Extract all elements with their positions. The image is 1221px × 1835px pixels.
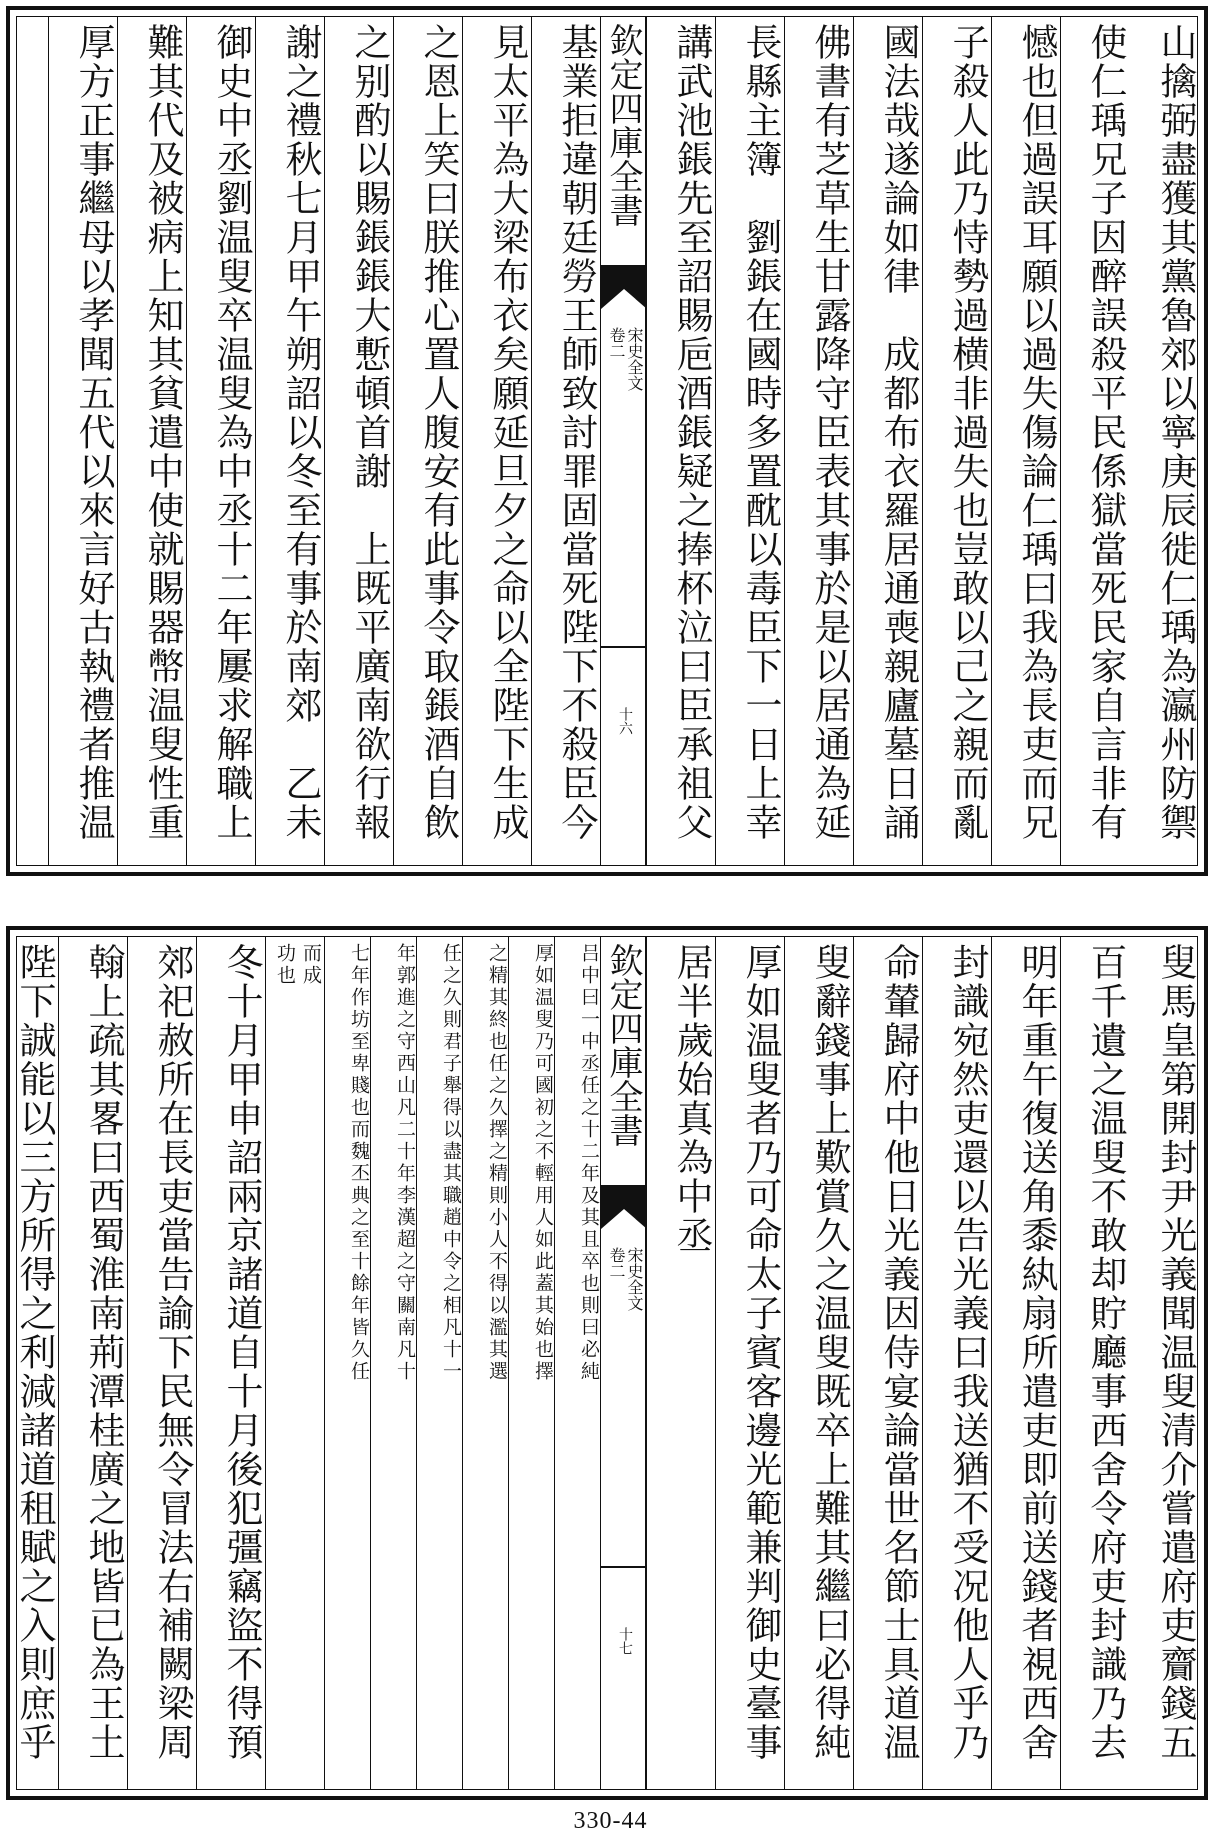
text-column [462, 17, 531, 865]
column-text: 之恩上笑曰朕推心置人腹安有此事令取鋹酒自飲 [417, 23, 460, 842]
book-title: 宋史全文 [625, 1247, 644, 1311]
page-number: 十六 [617, 707, 633, 735]
commentary-column [370, 937, 416, 1789]
text-column [196, 937, 265, 1789]
volume-label: 卷二 [607, 327, 626, 359]
text-column [646, 937, 715, 1789]
text-column [922, 937, 991, 1789]
column-text: 叟辭錢事上歎賞久之温叟既卒上難其繼曰必得純 [808, 943, 851, 1762]
text-column [324, 17, 393, 865]
text-column [715, 17, 784, 865]
column-text: 講武池鋹先至詔賜巵酒鋹疑之捧杯泣曰臣承祖父 [670, 23, 713, 842]
column-text: 之别酌以賜鋹鋹大慙頓首謝 上既平廣南欲行報 [348, 23, 391, 842]
text-column [255, 17, 324, 865]
text-column [58, 937, 127, 1789]
commentary-text: 而成 [300, 943, 322, 987]
bottom-page-frame [13, 936, 1198, 1790]
commentary-text: 任之久則君子舉得以盡其職趙中令之相凡十一 [440, 943, 462, 1383]
column-text: 御史中丞劉温叟卒温叟為中丞十二年屢求解職上 [210, 23, 253, 842]
lower-fishtail-icon [601, 1565, 647, 1581]
column-text: 長縣主簿 劉鋹在國時多置酖以毒臣下一日上幸 [739, 23, 782, 842]
column-text: 居半歲始真為中丞 [670, 943, 713, 1255]
column-text: 佛書有芝草生甘露降守臣表其事於是以居通為延 [808, 23, 851, 842]
text-column [922, 17, 991, 865]
lower-fishtail-icon [601, 645, 647, 661]
column-text: 厚方正事繼母以孝聞五代以來言好古執禮者推温 [72, 23, 115, 842]
text-column [991, 17, 1060, 865]
text-column [531, 17, 600, 865]
column-text: 冬十月甲申詔兩京諸道自十月後犯彊竊盜不得預 [220, 943, 263, 1762]
series-title: 欽定四庫全書 [603, 23, 643, 227]
page-number: 十七 [617, 1627, 633, 1655]
commentary-column [416, 937, 462, 1789]
center-fold-column [600, 937, 646, 1789]
text-column [853, 17, 922, 865]
column-text: 憾也但過誤耳願以過失傷論仁瑀曰我為長吏而兄 [1015, 23, 1058, 842]
center-fold-column [600, 17, 646, 865]
text-column [1129, 17, 1199, 865]
commentary-column [508, 937, 554, 1789]
column-text: 百千遺之温叟不敢却貯廳事西舍令府吏封識乃去 [1084, 943, 1127, 1762]
column-text: 命輦歸府中他日光義因侍宴論當世名節士具道温 [877, 943, 920, 1762]
text-column [1060, 17, 1129, 865]
column-text: 子殺人此乃恃勢過横非過失也豈敢以己之親而亂 [946, 23, 989, 842]
column-text: 基業拒違朝廷勞王師致討罪固當死陛下不殺臣今 [555, 23, 598, 842]
column-text: 使仁瑀兄子因醉誤殺平民係獄當死民家自言非有 [1084, 23, 1127, 842]
commentary-column-short [265, 937, 324, 1789]
text-column [784, 937, 853, 1789]
commentary-column [554, 937, 600, 1789]
commentary-text: 功也 [274, 943, 296, 987]
text-column [646, 17, 715, 865]
text-column [186, 17, 255, 865]
series-title: 欽定四庫全書 [603, 943, 643, 1147]
commentary-text: 年郭進之守西山凡二十年李漢超之守關南凡十 [394, 943, 416, 1383]
commentary-text: 厚如温叟乃可國初之不輕用人如此蓋其始也擇 [532, 943, 554, 1383]
commentary-text: 七年作坊至卑賤也而魏丕典之至十餘年皆久任 [348, 943, 370, 1383]
text-column [48, 17, 117, 865]
text-column [1129, 937, 1199, 1789]
fishtail-mark-icon [601, 1185, 647, 1229]
commentary-text: 吕中曰一中丞任之十二年及其且卒也則曰必純 [578, 943, 600, 1383]
column-text: 翰上疏其畧曰西蜀淮南荊潭桂廣之地皆已為王土 [82, 943, 125, 1762]
column-text: 見太平為大梁布衣矣願延旦夕之命以全陛下生成 [486, 23, 529, 842]
text-column [784, 17, 853, 865]
page-footer-number: 330-44 [573, 1808, 648, 1834]
top-page [6, 6, 1208, 876]
column-text: 郊祀赦所在長吏當告諭下民無令冒法右補闕梁周 [151, 943, 194, 1762]
column-text: 陛下誠能以三方所得之利減諸道租賦之入則庶乎 [13, 943, 56, 1762]
volume-label: 卷二 [607, 1247, 626, 1279]
column-text: 封識宛然吏還以告光義曰我送猶不受况他人乎乃 [946, 943, 989, 1762]
column-text: 叟馬皇第開封尹光義聞温叟清介嘗遣府吏齎錢五 [1154, 943, 1197, 1762]
bottom-page [6, 926, 1208, 1800]
commentary-column [462, 937, 508, 1789]
text-column [1060, 937, 1129, 1789]
column-text: 山擒弼盡獲其黨魯郊以寧庚辰徙仁瑀為瀛州防禦 [1154, 23, 1197, 842]
text-column [991, 937, 1060, 1789]
top-page-frame [16, 16, 1198, 866]
column-text: 明年重午復送角黍紈扇所遣吏即前送錢者視西舍 [1015, 943, 1058, 1762]
column-text: 難其代及被病上知其貧遣中使就賜器幣温叟性重 [141, 23, 184, 842]
commentary-column [324, 937, 370, 1789]
column-text: 厚如温叟者乃可命太子賓客邊光範兼判御史臺事 [739, 943, 782, 1762]
text-column [117, 17, 186, 865]
text-column [393, 17, 462, 865]
column-text: 謝之禮秋七月甲午朔詔以冬至有事於南郊 乙未 [279, 23, 322, 842]
fishtail-mark-icon [601, 265, 647, 309]
text-column [853, 937, 922, 1789]
commentary-text: 之精其終也任之久擇之精則小人不得以濫其選 [486, 943, 508, 1383]
text-column [715, 937, 784, 1789]
text-column [0, 937, 58, 1789]
text-column [127, 937, 196, 1789]
book-title: 宋史全文 [625, 327, 644, 391]
column-text: 國法哉遂論如律 成都布衣羅居通喪親廬墓日誦 [877, 23, 920, 842]
